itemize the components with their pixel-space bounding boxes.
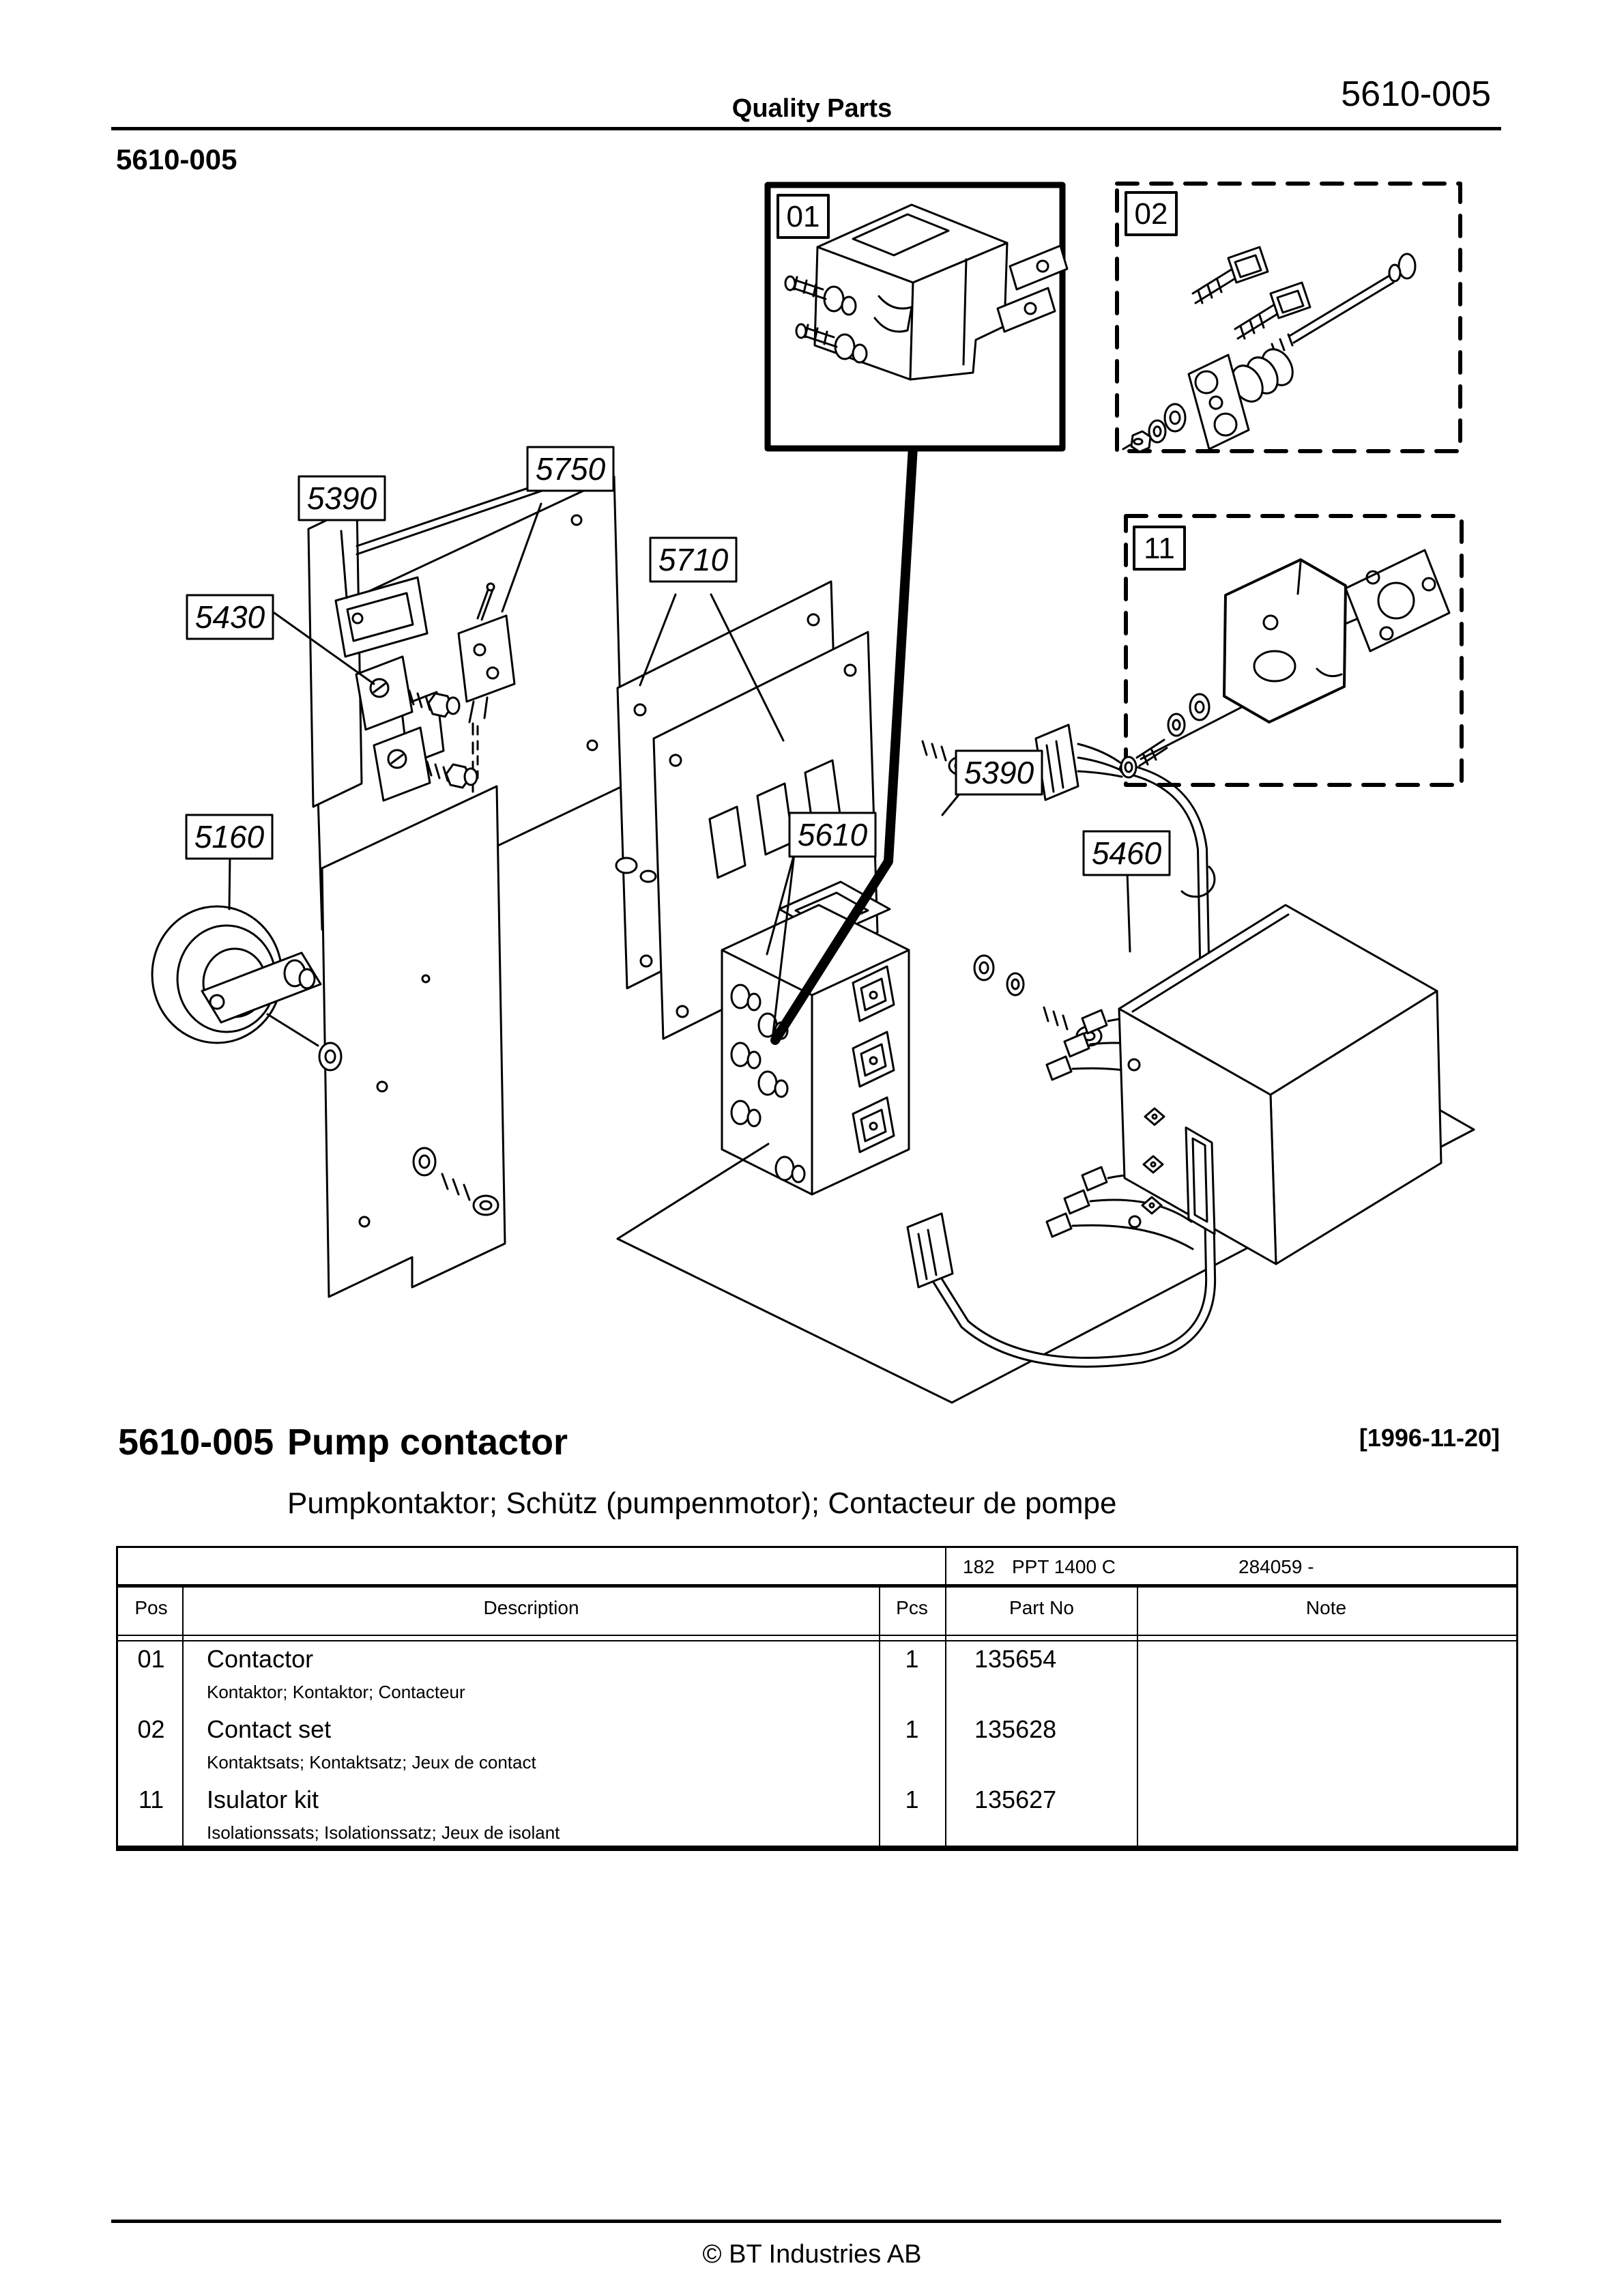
callout-5710: 5710	[658, 542, 729, 577]
model-name: PPT 1400 C	[1012, 1556, 1116, 1577]
col-header-partno: Part No	[1009, 1597, 1074, 1618]
pos02-box	[1117, 184, 1460, 452]
pos11-label: 11	[1144, 532, 1175, 565]
parts-table	[116, 1546, 1518, 1851]
col-header-pos: Pos	[134, 1597, 168, 1618]
row-pos: 01	[137, 1645, 165, 1673]
isolator-detail-art	[1121, 550, 1449, 777]
row-description: Contactor	[207, 1645, 314, 1673]
model-serial: 284059 -	[1238, 1556, 1314, 1577]
row-pcs: 1	[905, 1715, 919, 1743]
row-partno: 135628	[974, 1715, 1057, 1743]
row-description-alt: Isolationssats; Isolationssatz; Jeux de isolant	[207, 1822, 560, 1843]
col-header-pcs: Pcs	[896, 1597, 928, 1618]
row-pcs: 1	[905, 1785, 919, 1813]
header-page-number: 5610-005	[1341, 74, 1491, 114]
section-subtitle: Pumpkontaktor; Schütz (pumpenmotor); Contacteur de pompe	[287, 1487, 1117, 1520]
footer-copyright: © BT Industries AB	[702, 2240, 922, 2269]
callout-5390-a: 5390	[306, 480, 377, 516]
pos11-box	[1121, 516, 1462, 785]
pos01-label: 01	[786, 200, 820, 233]
band-rule	[118, 1584, 1516, 1588]
row-pos: 02	[137, 1715, 165, 1743]
row-description-alt: Kontaktsats; Kontaktsatz; Jeux de contact	[207, 1752, 536, 1773]
row-partno: 135627	[974, 1785, 1057, 1813]
contact-set-detail-art	[1123, 247, 1415, 452]
callout-5610: 5610	[797, 817, 868, 852]
callout-5460: 5460	[1091, 835, 1162, 871]
pos02-label: 02	[1134, 197, 1168, 231]
model-id: 182	[963, 1556, 995, 1577]
section-code: 5610-005	[118, 1422, 274, 1463]
section-title: Pump contactor	[287, 1422, 568, 1463]
row-pos: 11	[138, 1785, 164, 1813]
header-title: Quality Parts	[731, 94, 893, 123]
table-bottom-rule	[118, 1846, 1516, 1849]
row-description: Isulator kit	[207, 1785, 319, 1813]
callout-5160: 5160	[194, 819, 265, 855]
callout-5390-b: 5390	[963, 755, 1034, 790]
row-description: Contact set	[207, 1715, 332, 1743]
divider-pos	[182, 1588, 184, 1847]
section-date: [1996-11-20]	[1359, 1424, 1500, 1452]
divider-partno	[945, 1588, 946, 1847]
band-divider	[945, 1548, 946, 1584]
controller-box-5460-part	[1119, 905, 1441, 1264]
header-rule-a	[118, 1635, 1516, 1636]
row-pcs: 1	[905, 1645, 919, 1673]
pos01-box	[768, 185, 1067, 448]
callout-5750: 5750	[535, 451, 606, 487]
header-rule-b	[118, 1640, 1516, 1641]
col-header-note: Note	[1305, 1597, 1347, 1618]
row-partno: 135654	[974, 1645, 1057, 1673]
divider-note	[1137, 1588, 1138, 1847]
mounting-plate-lower	[322, 786, 505, 1297]
col-header-description: Description	[483, 1597, 579, 1618]
page-code: 5610-005	[116, 143, 237, 175]
footer-rule	[111, 2220, 1501, 2223]
horn-5160-part	[152, 906, 341, 1070]
callout-5430: 5430	[194, 599, 265, 635]
row-description-alt: Kontaktor; Kontaktor; Contacteur	[207, 1682, 465, 1702]
